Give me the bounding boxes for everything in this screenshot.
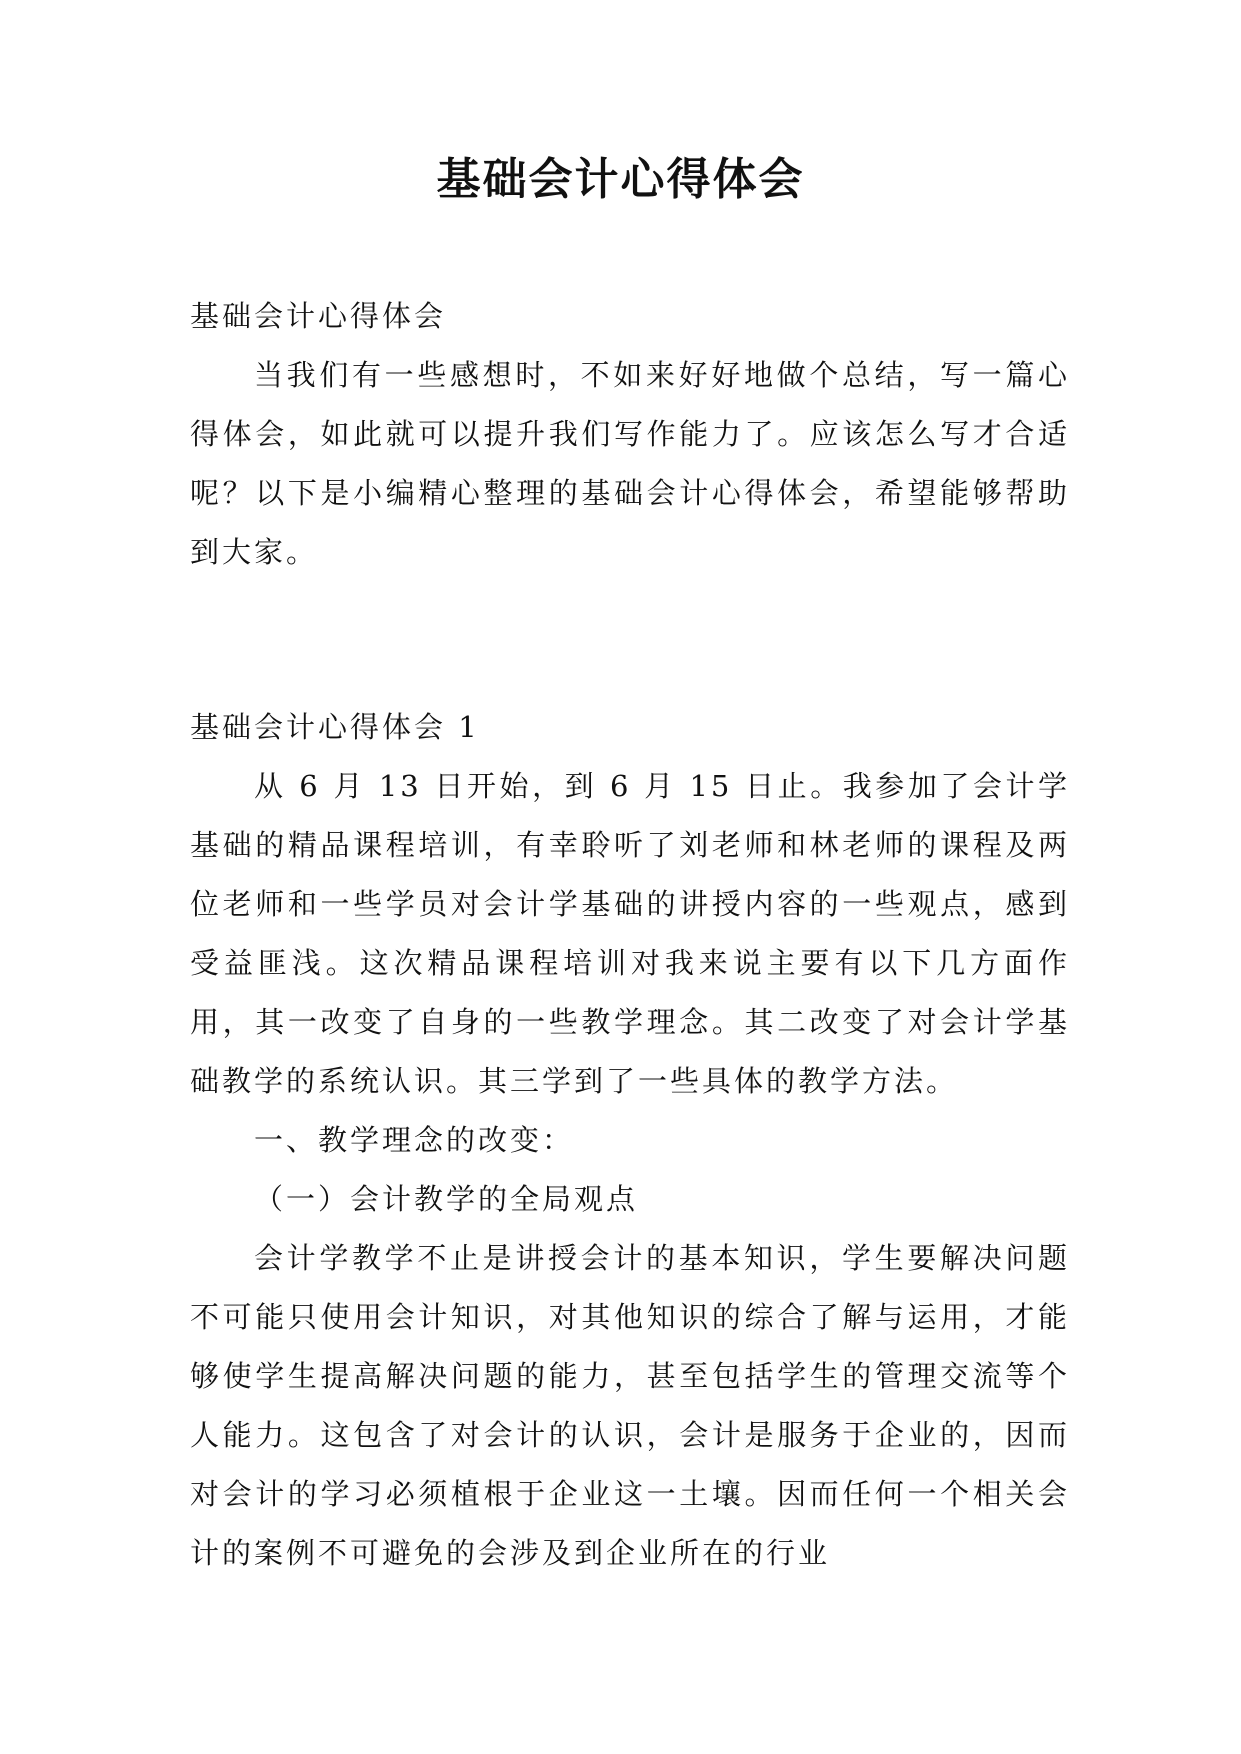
section-1-paragraph: 从 6 月 13 日开始，到 6 月 15 日止。我参加了会计学基础的精品课程培训，有幸聆听了刘老师和林老师的课程及两位老师和一些学员对会计学基础的讲授内容的一些观点，感到受益匪浅。这次精品课程培训对我来说主要有以下几方面作用，其一改变了自身的一些教学理念。其二改变了对会计学基础教学的系统认识。其三学到了一些具体的教学方法。 (190, 769, 1070, 1098)
document-title: 基础会计心得体会 (436, 154, 805, 205)
intro-section (190, 287, 1070, 582)
intro-paragraph: 当我们有一些感想时，不如来好好地做个总结，写一篇心得体会，如此就可以提升我们写作能力了。应该怎么写才合适呢？以下是小编精心整理的基础会计心得体会，希望能够帮助到大家。 (190, 358, 1070, 569)
section-1-heading: 基础会计心得体会 1 (190, 710, 480, 744)
section-1-subsubheading: （一）会计教学的全局观点 (254, 1182, 639, 1216)
section-1 (190, 698, 1070, 1583)
section-1-paragraph: 会计学教学不止是讲授会计的基本知识，学生要解决问题不可能只使用会计知识，对其他知识的综合了解与运用，才能够使学生提高解决问题的能力，甚至包括学生的管理交流等个人能力。这包含了对会计的认识，会计是服务于企业的，因而对会计的学习必须植根于企业这一土壤。因而任何一个相关会计的案例不可避免的会涉及到企业所在的行业 (190, 1241, 1070, 1570)
intro-heading: 基础会计心得体会 (190, 299, 447, 333)
section-1-subheading: 一、教学理念的改变： (254, 1123, 575, 1157)
